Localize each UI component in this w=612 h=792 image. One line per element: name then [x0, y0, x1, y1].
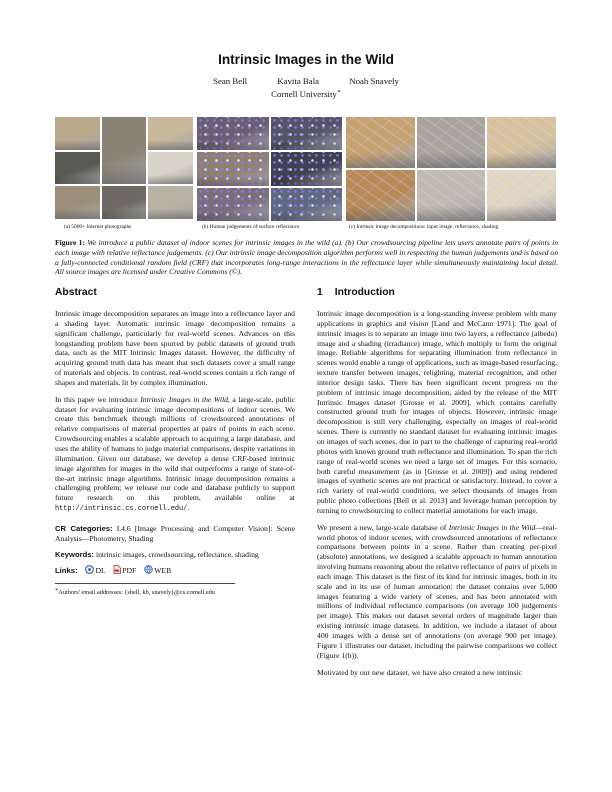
text-run: —real-world photos of indoor scenes, with crowdsourced annotations of reflectance comparisons between points in a scene. Rather than creating per-pixel (absolute) annotations, we designed a scalable approach to human annotation involving humans reasoning about the relative reflectance of — [317, 522, 557, 572]
project-url-link[interactable]: http://intrinsic.cs.cornell.edu/ — [55, 505, 188, 514]
pdf-link[interactable]: PDF — [122, 566, 137, 576]
intro-paragraph-1: Intrinsic image decomposition is a long-standing inverse problem with many applications in graphics and vision [Land and McCann 1971]. The goal of intrinsic images is to separate an image into two layers, a reflectance (albedo) image and a shading (irradiance) image, which multiply to form the original image. Reliable algorithms for separating illumination from reflectance in scenes would enable a range of applications, such as image-based resurfacing, texture transfer between images, relighting, material recognition, and other interior design tasks. There has been significant recent progress on the problem of intrinsic image decomposition, aided by the release of the MIT Intrinsic Images dataset [Grosse et al. 2009], which contains carefully constructed ground truth for images of objects. However, intrinsic image decomposition is still very challenging, especially on images of real-world scenes. There is currently no standard dataset for evaluating intrinsic images on images of such scenes, due in part to the challenge of capturing real-world photos with known ground truth reflectance and illumination. To span the rich range of real-world scenes we need a large set of images. For this scenario, both careful measurement (as in [Grosse et al. 2009]) and using rendered images of synthetic scenes are not practical or satisfactory. Instead, to cover a rich variety of real-world conditions, we select thousands of images from public photo collections [Bell et al. 2013] and leverage human perception by turning to crowdsourcing to collect material annotations for each image. — [317, 309, 557, 515]
text-run: We present a new, large-scale database of — [317, 522, 449, 532]
figure-panel-a — [55, 117, 193, 221]
figure-photo-thumbnail — [197, 117, 269, 150]
figure-photo-thumbnail — [148, 117, 193, 150]
abstract-paragraph-2 — [55, 395, 295, 515]
web-link[interactable]: WEB — [154, 566, 172, 576]
figure-photo-thumbnail — [102, 186, 147, 219]
abstract-heading: Abstract — [55, 287, 97, 298]
figure-photo-thumbnail — [417, 117, 486, 168]
footnote-text: Authors' email addresses: {sbell, kb, snavely}@cs.cornell.edu — [58, 589, 215, 597]
dl-link[interactable]: DL — [95, 566, 106, 576]
figure-photo-thumbnail — [102, 117, 147, 184]
keywords-label: Keywords: — [55, 549, 95, 559]
figure-caption-label: Figure 1: — [55, 238, 86, 247]
figure-caption-text: We introduce a public dataset of indoor scenes for intrinsic images in the wild (a). (b) Our crowdsourcing pipeline lets users annotate pairs of points in each image with relative reflectance judgements. (c) Our intrinsic image decomposition algorithm performs well in respecting the human judgements and is based on a fully-connected conditional random field (CRF) that incorporates long-range interactions in the reflectance layer while simultaneously maintaining local detail. All source images are licensed under Creative Commons (©). — [55, 238, 559, 277]
figure-photo-thumbnail — [55, 117, 100, 150]
text-run: In this paper we introduce — [55, 394, 141, 404]
affiliation — [0, 88, 612, 99]
emphasis: Intrinsic Images in the Wild — [140, 394, 228, 404]
section-title: Introduction — [334, 287, 395, 298]
figure-sublabel-a: (a) 5000+ Internet photographs — [64, 224, 132, 230]
dl-icon[interactable] — [85, 565, 94, 577]
author-list — [0, 76, 612, 86]
keywords-text: intrinsic images, crowdsourcing, reflectance, shading — [95, 549, 259, 559]
intro-paragraph-3: Motivated by our new dataset, we have also created a new intrinsic — [317, 667, 522, 677]
figure-panel-b — [197, 117, 342, 221]
figure-photo-thumbnail — [271, 117, 343, 150]
links-row — [55, 565, 295, 577]
web-icon[interactable] — [144, 565, 153, 577]
figure-photo-thumbnail — [197, 152, 269, 185]
affiliation-mark: ∗ — [336, 89, 341, 95]
links-label: Links: — [55, 566, 78, 576]
figure-photo-thumbnail — [417, 170, 486, 221]
emphasis: Intrinsic Images in the Wild — [448, 522, 536, 532]
figure-caption — [55, 238, 558, 277]
cr-categories-text: I.4.6 [Image Processing and Computer Vision]: Scene Analysis—Photometry, Shading — [55, 523, 295, 543]
figure-panel-c — [346, 117, 556, 221]
author-footnote — [55, 583, 235, 597]
footnote-mark: ∗ — [55, 588, 59, 594]
figure-photo-thumbnail — [197, 188, 269, 221]
emphasis: pairs — [504, 562, 521, 572]
figure-photo-thumbnail — [487, 170, 556, 221]
affiliation-name: Cornell University — [271, 88, 337, 99]
abstract-paragraph-1: Intrinsic image decomposition separates an image into a reflectance layer and a shading layer. Automatic intrinsic image decomposition remains a significant challenge, particularly for real-world scenes. Advances on this longstanding problem have been spurred by public datasets of ground truth data, such as the MIT Intrinsic Images dataset. However, the difficulty of acquiring ground truth data has meant that such datasets cover a small range of materials and objects. In contrast, real-world scenes contain a rich range of shapes and materials, lit by complex illumination. — [55, 309, 295, 387]
text-run: of pixels in each image. This dataset is the first of its kind for intrinsic images, both in its scale and in its use of human annotation: the dataset contains over 5,000 images featuring a wide variety of scenes, and has been annotated with millions of individual reflectance comparisons (on average 100 judgements per image). This makes our dataset several orders of magnitude larger than existing intrinsic image datasets. In addition, we include a dataset of about 400 images with a dense set of annotations (on average 900 per image). Figure 1 illustrates our dataset, including the pairwise comparisons we collect (Figure 1(b)). — [317, 562, 557, 660]
pdf-icon[interactable] — [113, 565, 121, 577]
figure-photo-thumbnail — [55, 152, 100, 185]
section-number: 1 — [317, 287, 323, 298]
cr-categories — [55, 524, 295, 544]
left-column — [55, 287, 295, 597]
figure-sublabel-c: (c) Intrinsic image decompositions: input image, reflectance, shading — [349, 224, 499, 230]
figure-photo-thumbnail — [346, 117, 415, 168]
figure-photo-thumbnail — [487, 117, 556, 168]
right-column — [317, 287, 557, 684]
text-run: , a large-scale, public dataset for evaluating intrinsic image decompositions of indoor scenes. We create this benchmark through millions of crowdsourced annotations of relative comparisons of material properties at pairs of points in each scene. Crowdsourcing enables a scalable approach to acquiring a large database, and uses the ability of humans to judge material comparisons, despite variations in illumination. Given our database, we develop a dense CRF-based intrinsic image algorithm for images in the wild that outperforms a range of state-of-the-art intrinsic image algorithms. Intrinsic image decomposition remains a challenging problem; we release our code and database publicly to support future research on this problem, available online at — [55, 394, 295, 503]
text-run: . — [187, 503, 190, 513]
cr-categories-label: CR Categories: — [55, 523, 113, 533]
figure-photo-thumbnail — [271, 152, 343, 185]
figure-sublabel-b: (b) Human judgements of surface reflectance — [202, 224, 300, 230]
figure-photo-thumbnail — [148, 186, 193, 219]
figure-photo-thumbnail — [346, 170, 415, 221]
figure-photo-thumbnail — [148, 152, 193, 185]
figure-photo-thumbnail — [55, 186, 100, 219]
keywords — [55, 550, 295, 560]
intro-paragraph-2 — [317, 523, 557, 661]
paper-title: Intrinsic Images in the Wild — [218, 52, 394, 67]
author-name: Noah Snavely — [349, 76, 399, 86]
introduction-heading — [317, 287, 557, 299]
author-name: Sean Bell — [213, 76, 248, 86]
figure-photo-thumbnail — [271, 188, 343, 221]
author-name: Kavita Bala — [277, 76, 320, 86]
